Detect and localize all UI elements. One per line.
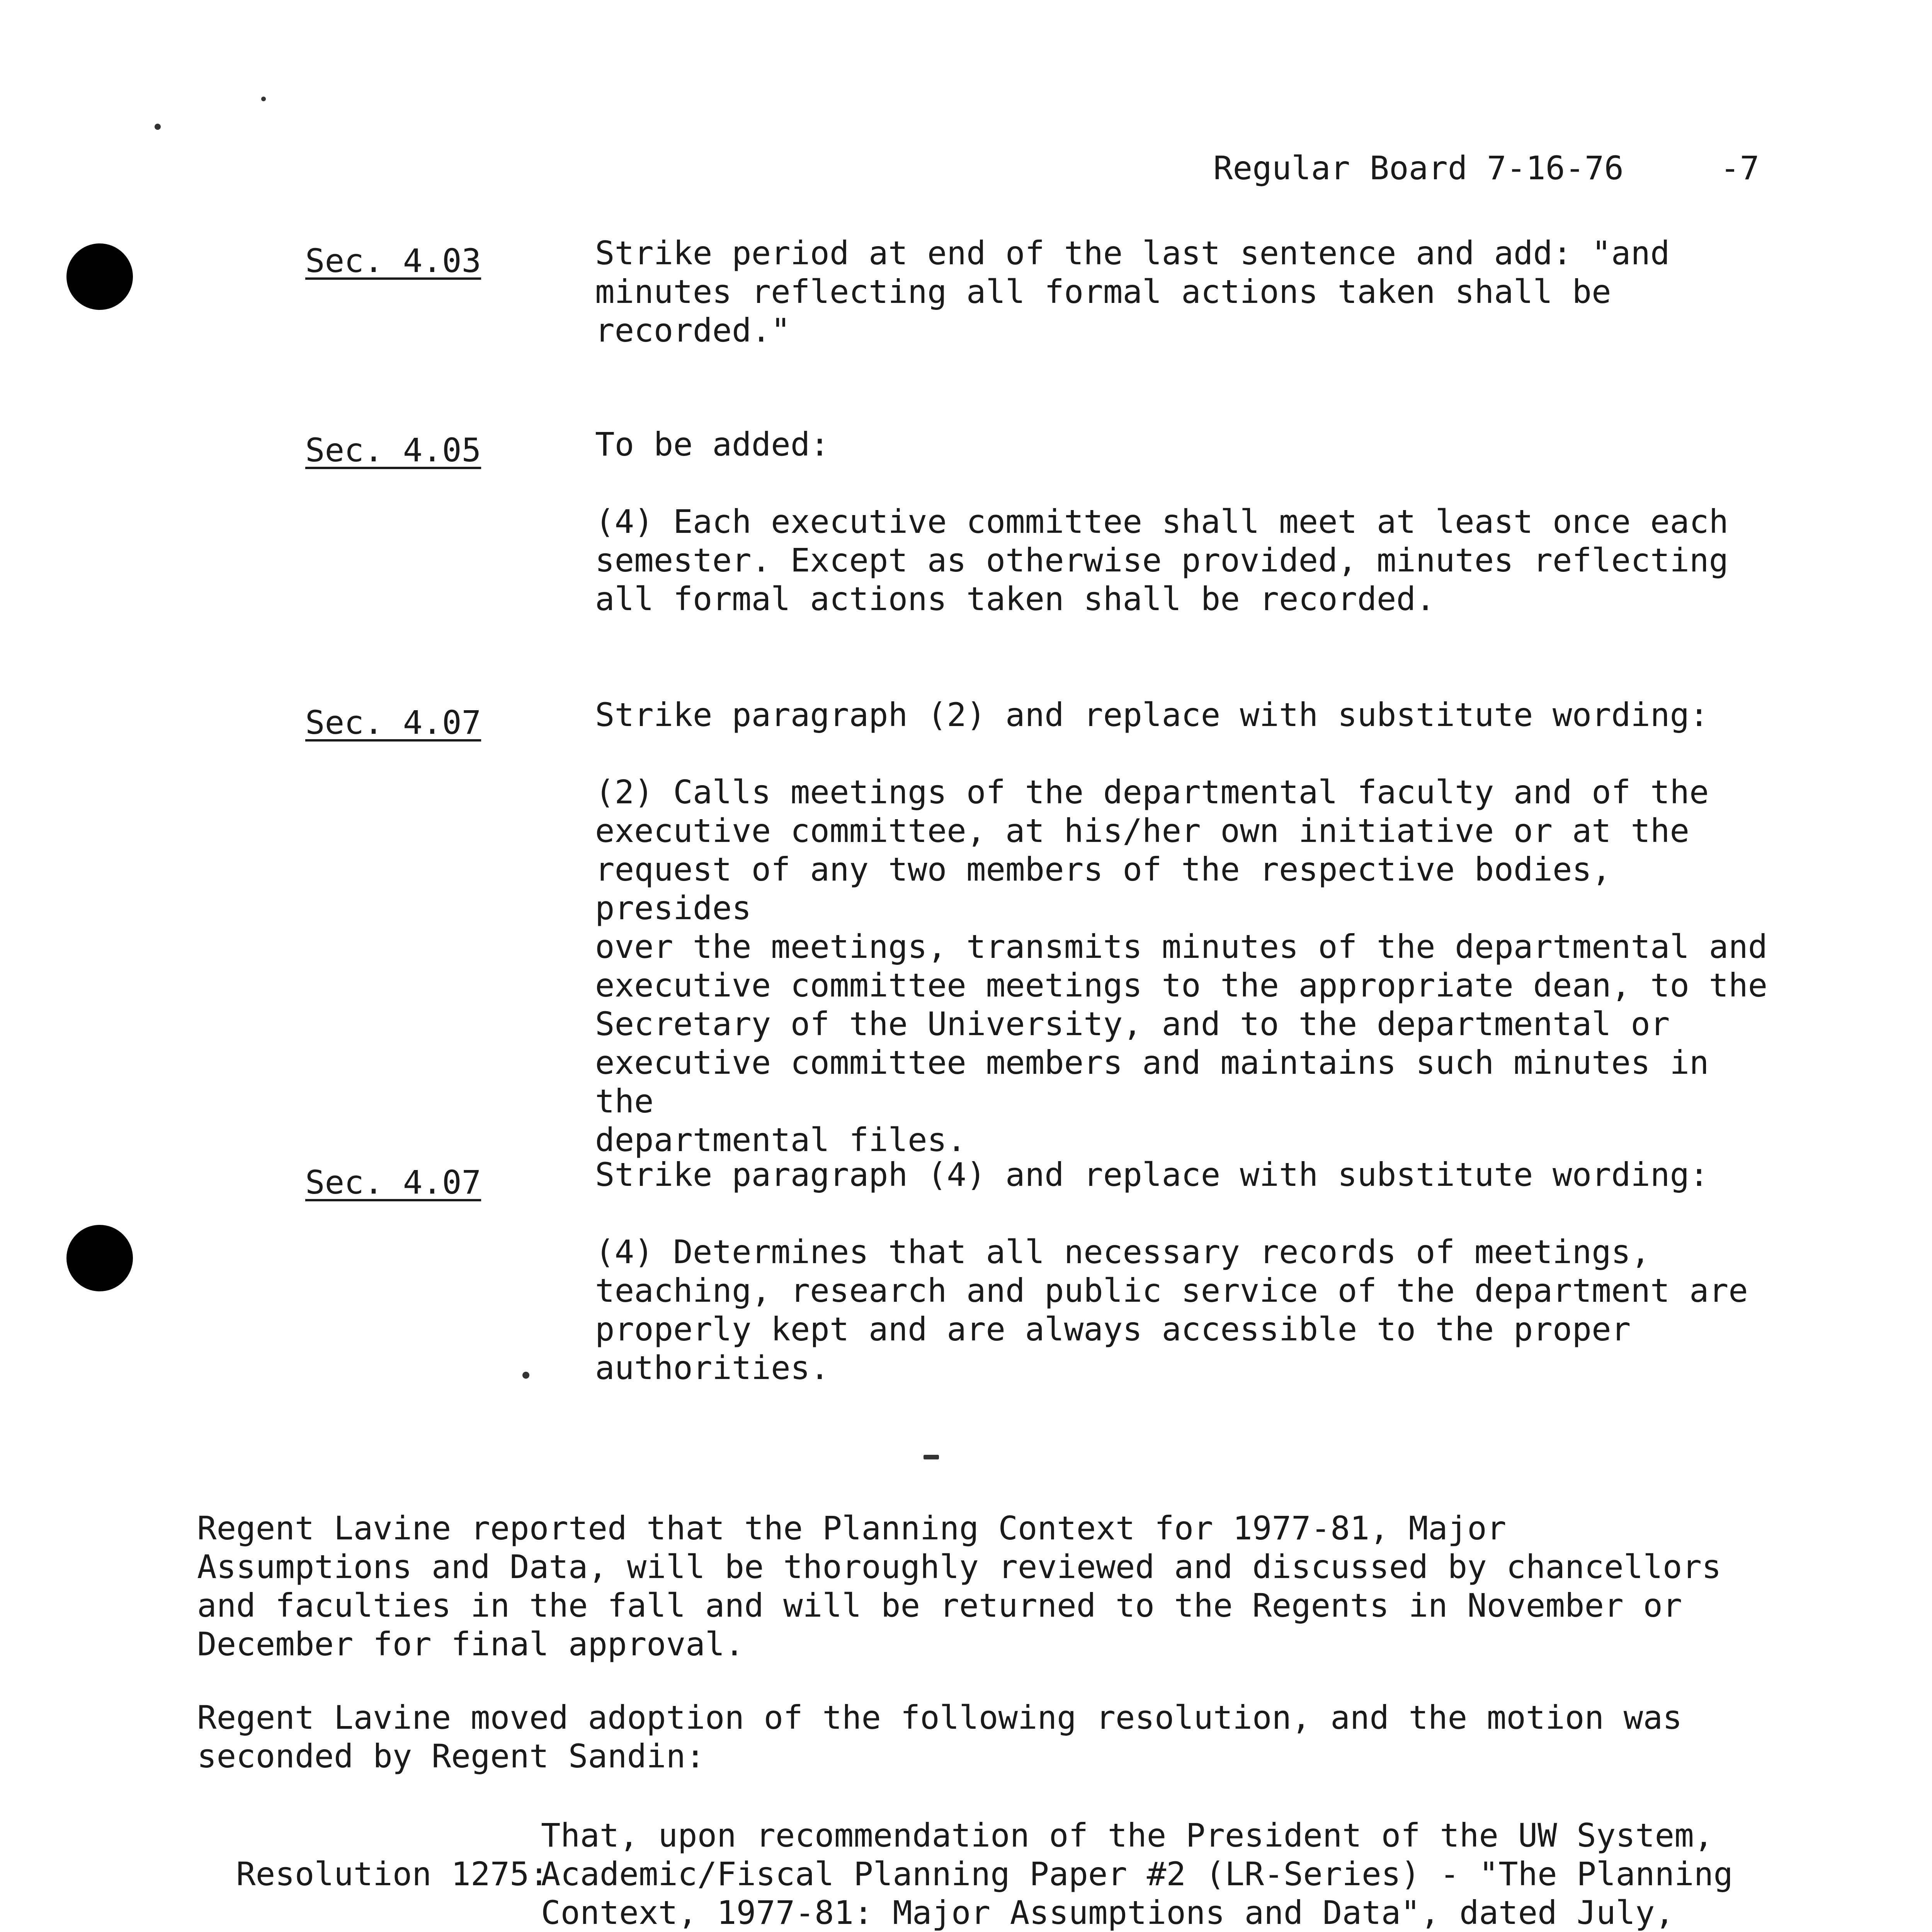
section-paragraph: Strike period at end of the last sentence and add: "and minutes reflecting all formal actions taken shall be recorded." (595, 234, 1670, 349)
header-text: Regular Board 7-16-76 (1213, 149, 1624, 187)
section-body (595, 234, 1774, 350)
section-label: Sec. 4.07 (305, 704, 481, 742)
resolution-number: Resolution 1275: (236, 1855, 549, 1893)
body-paragraph: Regent Lavine moved adoption of the following resolution, and the motion was seconded by Regent Sandin: (197, 1699, 1682, 1775)
page-header (1213, 147, 1759, 189)
resolution-text: That, upon recommendation of the President of the UW System, Academic/Fiscal Planning Paper #2 (LR-Series) - "The Planning Context, 1977-81: Major Assumptions and Data", dated July, (541, 1816, 1733, 1932)
section-paragraph: To be added: (595, 425, 830, 463)
section-label: Sec. 4.07 (305, 1163, 481, 1201)
section-paragraph: Strike paragraph (4) and replace with substitute wording: (595, 1156, 1709, 1194)
punch-hole-middle (66, 1225, 133, 1291)
section-paragraph: Strike paragraph (2) and replace with substitute wording: (595, 696, 1709, 734)
speck (923, 1455, 939, 1459)
page-number: -7 (1720, 149, 1760, 187)
section-paragraph: (4) Determines that all necessary records of meetings, teaching, research and public service of the department are properly kept and are always accessible to the proper authorities. (595, 1233, 1748, 1387)
section-paragraph: (2) Calls meetings of the departmental faculty and of the executive committee, at his/her own initiative or at the request of any two members of the respective bodies, presides over the meetings, transmits minutes of the departmental and executive committee meetings to the appropriate dean, to the Secretary of the University, and to the departmental or executive committee members and maintains such minutes in the departmental files. (595, 773, 1768, 1159)
section-paragraph: (4) Each executive committee shall meet at least once each semester. Except as otherwise provided, minutes reflecting all formal actions taken shall be recorded. (595, 503, 1729, 618)
section-body (595, 696, 1774, 1159)
section-label: Sec. 4.05 (305, 431, 481, 469)
speck (522, 1372, 529, 1379)
section-body (595, 425, 1774, 618)
section-label: Sec. 4.03 (305, 242, 481, 280)
resolution-label-block (197, 1816, 549, 1932)
section-body (595, 1155, 1774, 1387)
speck (155, 124, 161, 130)
punch-hole-top (66, 243, 133, 310)
body-paragraph: Regent Lavine reported that the Planning Context for 1977-81, Major Assumptions and Data, will be thoroughly reviewed and discussed by chancellors and faculties in the fall and will be returned to the Regents in November or December for final approval. (197, 1509, 1721, 1663)
speck (261, 97, 266, 101)
